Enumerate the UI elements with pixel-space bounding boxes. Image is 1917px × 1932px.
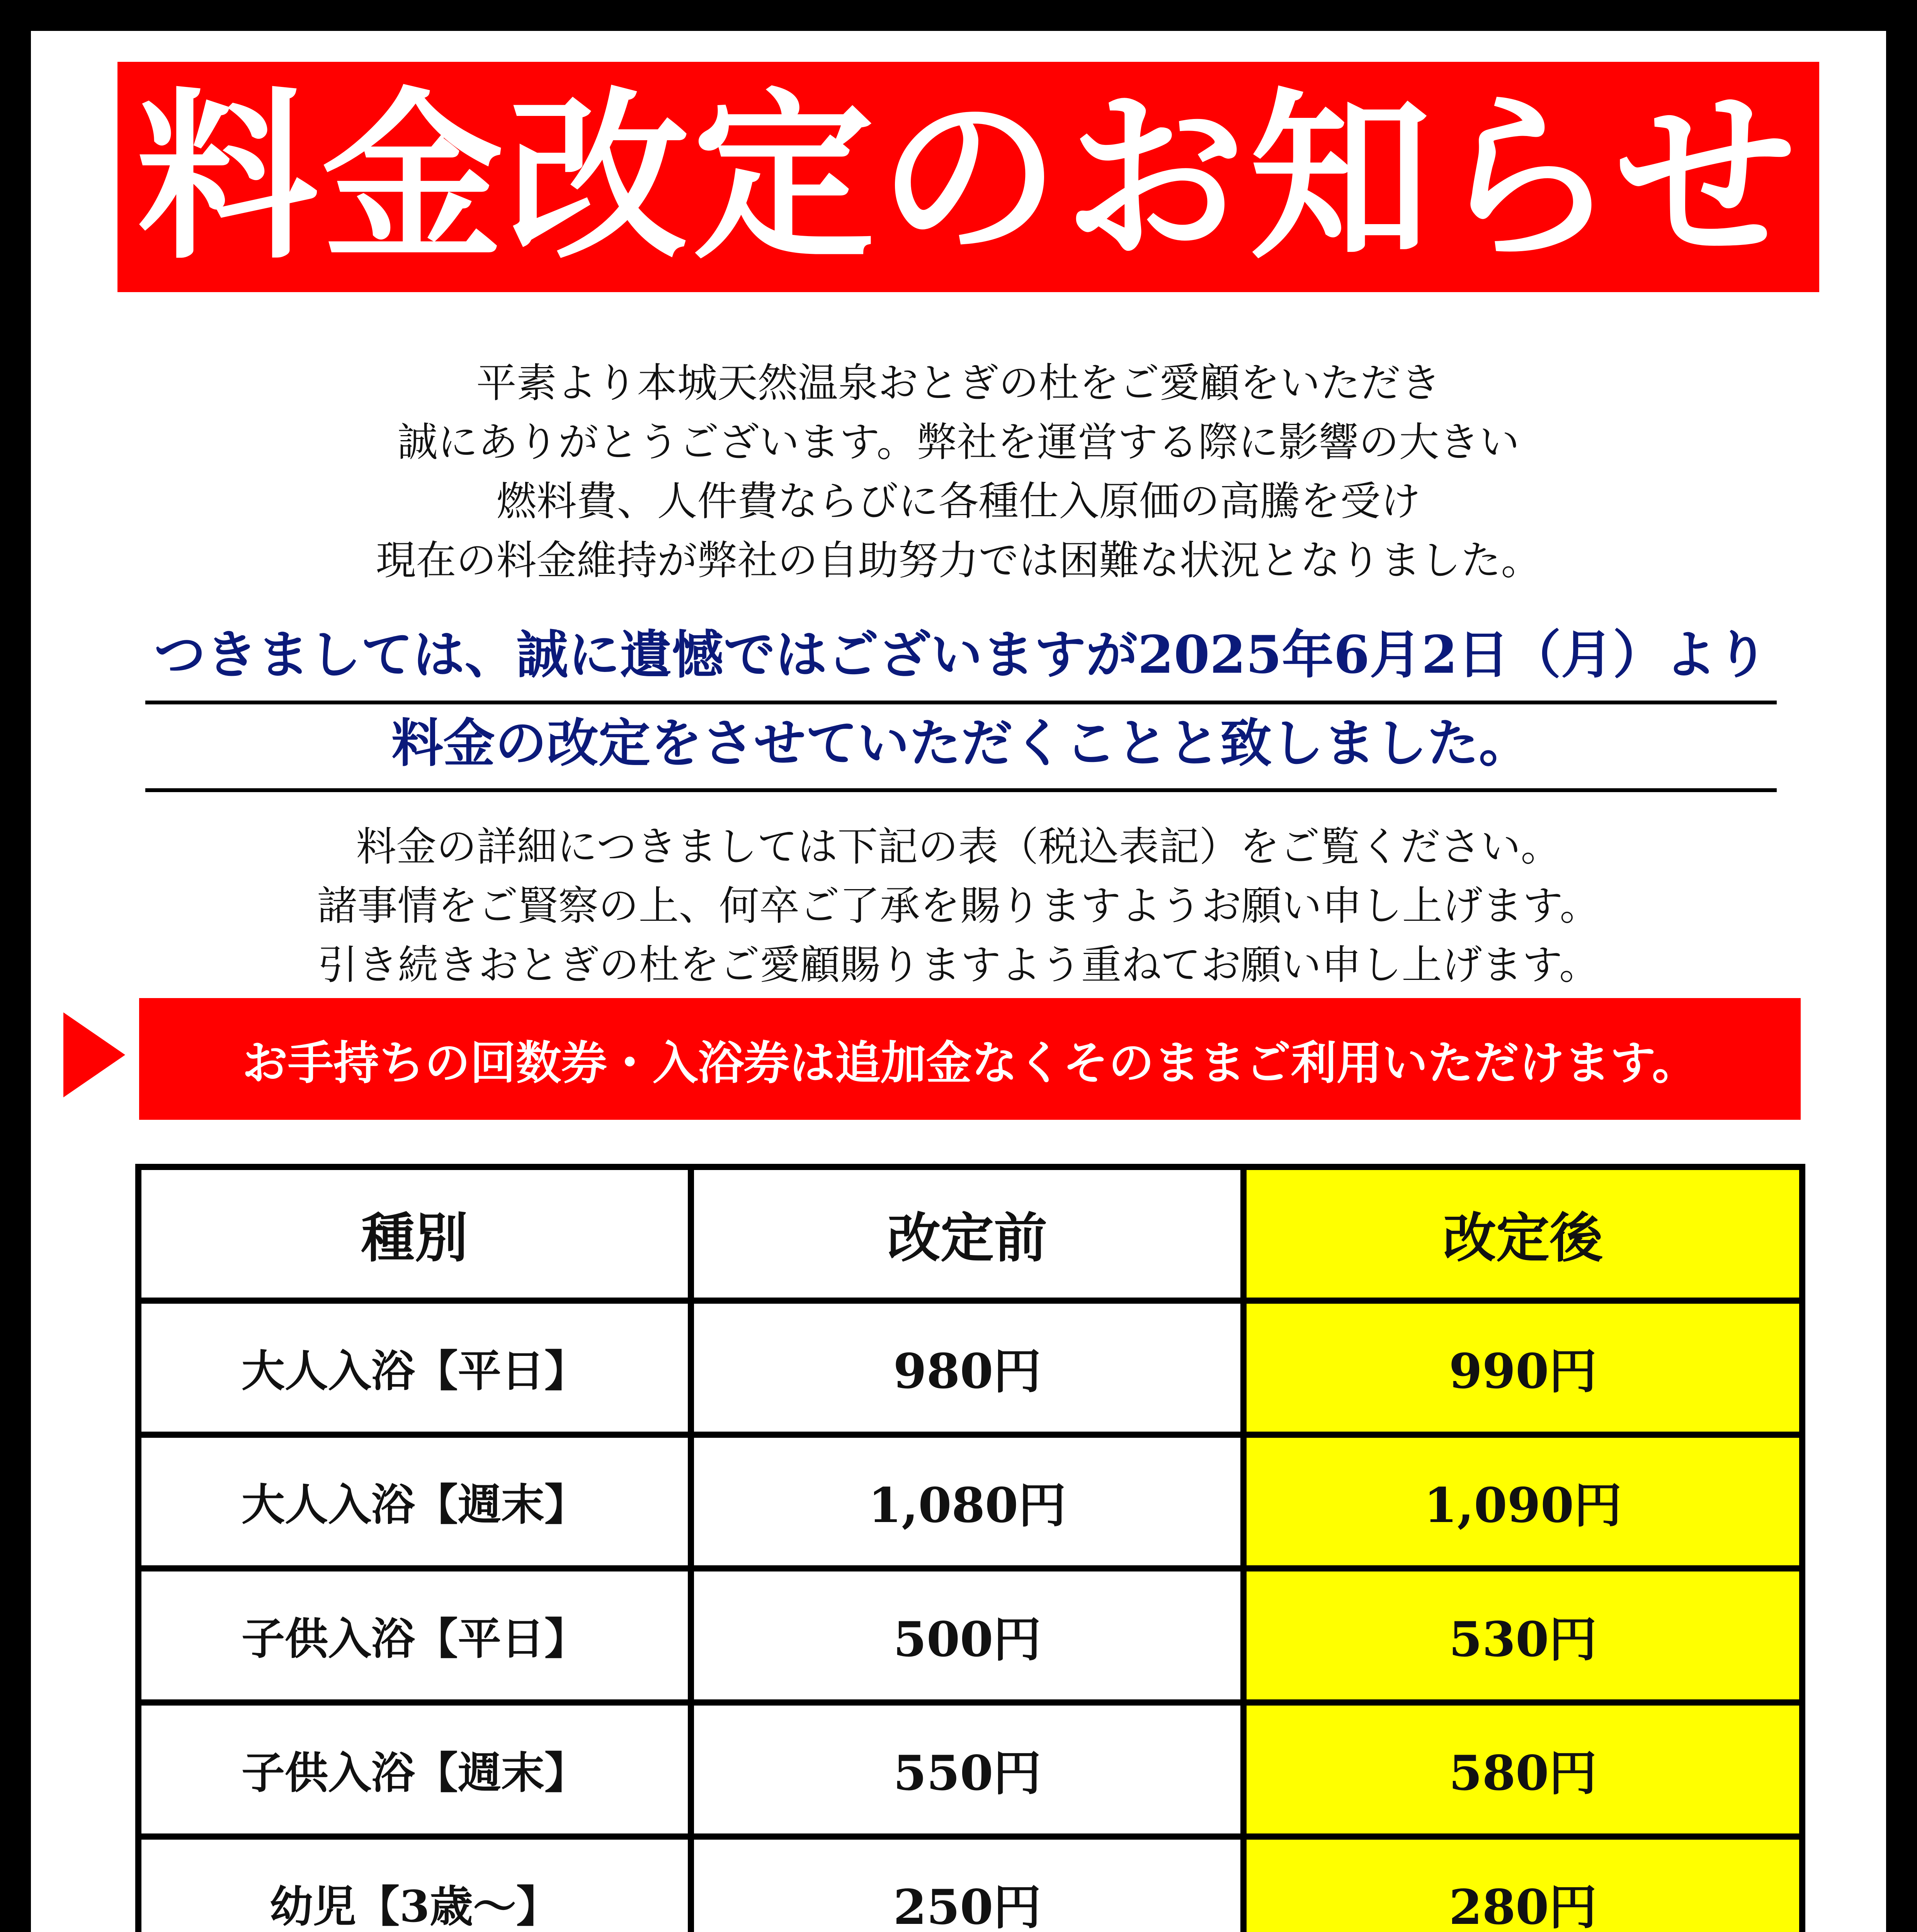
cell-price-after: 1,090円	[1243, 1435, 1802, 1569]
page-title: 料金改定のお知らせ	[136, 70, 1800, 284]
table-row	[138, 1568, 1802, 1702]
price-revision-poster	[31, 31, 1886, 1932]
cell-price-after: 530円	[1243, 1568, 1802, 1702]
table-row	[138, 1702, 1802, 1837]
cell-kind: 大人入浴【週末】	[138, 1435, 691, 1569]
notice-banner	[139, 998, 1801, 1120]
announcement-line-revision: 料金の改定をさせていただくことと致しました。	[391, 713, 1531, 774]
cell-price-before: 550円	[691, 1702, 1243, 1837]
table-row	[138, 1837, 1802, 1932]
cell-kind: 大人入浴【平日】	[138, 1301, 691, 1435]
details-line: 諸事情をご賢察の上、何卒ご了承を賜りますようお願い申し上げます。	[317, 882, 1600, 929]
intro-line: 誠にありがとうございます。弊社を運営する際に影響の大きい	[397, 418, 1520, 466]
cell-kind: 子供入浴【週末】	[138, 1702, 691, 1837]
cell-price-after: 580円	[1243, 1702, 1802, 1837]
title-banner	[117, 62, 1819, 292]
cell-price-after: 280円	[1243, 1837, 1802, 1932]
details-line: 引き続きおとぎの杜をご愛顧賜りますよう重ねてお願い申し上げます。	[317, 941, 1600, 988]
cell-price-before: 500円	[691, 1568, 1243, 1702]
details-line: 料金の詳細につきましては下記の表（税込表記）をご覧ください。	[356, 823, 1561, 870]
cell-price-after: 990円	[1243, 1301, 1802, 1435]
details-paragraph	[31, 817, 1886, 995]
intro-line: 平素より本城天然温泉おとぎの杜をご愛顧をいただき	[476, 359, 1441, 406]
notice-text: お手持ちの回数券・入浴券は追加金なくそのままご利用いただけます。	[242, 1036, 1698, 1090]
table-header-row	[138, 1167, 1802, 1301]
intro-line: 現在の料金維持が弊社の自助努力では困難な状況となりました。	[376, 537, 1541, 584]
cell-kind: 子供入浴【平日】	[138, 1568, 691, 1702]
cell-price-before: 250円	[691, 1837, 1243, 1932]
price-table	[135, 1164, 1805, 1932]
intro-line: 燃料費、人件費ならびに各種仕入原価の高騰を受け	[496, 478, 1421, 525]
header-before: 改定前	[691, 1167, 1243, 1301]
header-after: 改定後	[1243, 1167, 1802, 1301]
cell-price-before: 980円	[691, 1301, 1243, 1435]
table-row	[138, 1301, 1802, 1435]
cell-kind: 幼児【3歳～】	[138, 1837, 691, 1932]
header-kind: 種別	[138, 1167, 691, 1301]
intro-paragraph	[31, 354, 1886, 590]
table-row	[138, 1435, 1802, 1569]
underline-rule	[145, 788, 1777, 792]
announcement-line-date: つきましては、誠に遺憾ではございますが2025年6月2日（月）より	[154, 624, 1768, 685]
underline-rule	[145, 701, 1777, 704]
cell-price-before: 1,080円	[691, 1435, 1243, 1569]
arrow-right-icon	[63, 1012, 125, 1097]
